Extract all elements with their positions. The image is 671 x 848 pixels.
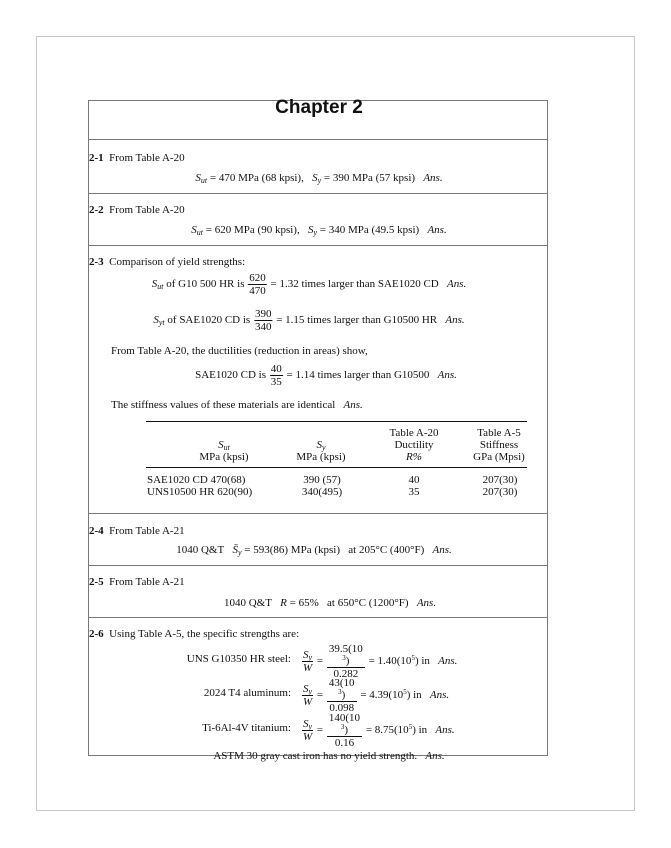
problem-2-1-intro: 2-1 From Table A-20: [89, 152, 185, 164]
problem-2-3-intro: 2-3 Comparison of yield strengths:: [89, 256, 246, 268]
cell-material: SAE1020 CD 470(68): [147, 474, 246, 486]
header-stiffness: Table A-5 Stiffness GPa (Mpsi): [473, 427, 525, 463]
table-mid-rule: [146, 467, 527, 468]
problem-2-5-result: 1040 Q&T R = 65% at 650°C (1200°F) Ans.: [223, 597, 437, 609]
specific-strength-formula: $\frac{S_y}{W}$ = 140(10 $^3$) 0.16 = $8.75(10^5)$ in Ans.: [303, 712, 455, 749]
problem-2-4-intro: 2-4 From Table A-21: [89, 525, 185, 537]
problem-2-5-intro: 2-5 From Table A-21: [89, 576, 185, 588]
header-sut: $S_{ut}$ MPa (kpsi): [199, 439, 249, 463]
header-ductility: Table A-20 Ductility R%: [389, 427, 439, 463]
cell-sy: 340(495): [301, 486, 343, 498]
problem-2-4-result: 1040 Q&T $S̄_y = 593(86)$ MPa (kpsi) at 205°C (400°F) Ans.: [176, 544, 452, 557]
cell-ductility: 40: [408, 474, 420, 486]
section-divider: [89, 565, 547, 566]
problem-2-6-intro: 2-6 Using Table A-5, the specific strengths are:: [89, 628, 300, 640]
problem-2-3-ratio-3: SAE1020 CD is $\frac{40}{35}$ = 1.14 times larger than G10500 Ans.: [195, 363, 457, 388]
specific-strength-label: 2024 T4 aluminum:: [203, 687, 291, 699]
solution-box: [88, 97, 548, 762]
cell-ductility: 35: [408, 486, 420, 498]
problem-2-6-note: ASTM 30 gray cast iron has no yield strength. Ans.: [213, 750, 445, 762]
header-sy: $S_y$ MPa (kpsi): [296, 439, 346, 463]
specific-strength-formula: $\frac{S_y}{W}$ = 43(10 $^3$) 0.098 = $4.39(10^5)$ in Ans.: [303, 677, 450, 714]
problem-2-3-ratio-1: $S_{ut}$ of G10 500 HR is $\frac{620}{470}$ = 1.32 times larger than SAE1020 CD Ans.: [151, 272, 467, 297]
problem-2-3-stiffness-note: The stiffness values of these materials are identical Ans.: [111, 399, 363, 411]
specific-strength-label: UNS G10350 HR steel:: [186, 653, 291, 665]
chapter-title: Chapter 2: [275, 97, 363, 118]
problem-2-3-ductility-intro: From Table A-20, the ductilities (reduction in areas) show,: [111, 345, 368, 357]
specific-strength-formula: $\frac{S_y}{W}$ = 39.5(10 $^3$) 0.282 = $1.40(10^5)$ in Ans.: [303, 643, 458, 680]
section-divider: [89, 513, 547, 514]
table-top-rule: [146, 421, 527, 422]
section-divider: [89, 245, 547, 246]
cell-stiffness: 207(30): [482, 474, 518, 486]
section-divider: [89, 617, 547, 618]
cell-stiffness: 207(30): [482, 486, 518, 498]
section-divider: [89, 139, 547, 140]
problem-2-2-result: $S_{ut} = 620$ MPa (90 kpsi), $S_y = 340$ MPa (49.5 kpsi) Ans.: [191, 224, 447, 237]
specific-strength-label: Ti-6Al-4V titanium:: [202, 722, 291, 734]
problem-2-1-result: $S_{ut} = 470$ MPa (68 kpsi), $S_y = 390$ MPa (57 kpsi) Ans.: [195, 172, 443, 185]
section-divider: [89, 193, 547, 194]
cell-material: UNS10500 HR 620(90): [147, 486, 253, 498]
problem-2-3-ratio-2: $S_{yt}$ of SAE1020 CD is $\frac{390}{340}$ = 1.15 times larger than G10500 HR Ans.: [153, 308, 465, 333]
problem-2-2-intro: 2-2 From Table A-20: [89, 204, 185, 216]
cell-sy: 390 (57): [303, 474, 341, 486]
